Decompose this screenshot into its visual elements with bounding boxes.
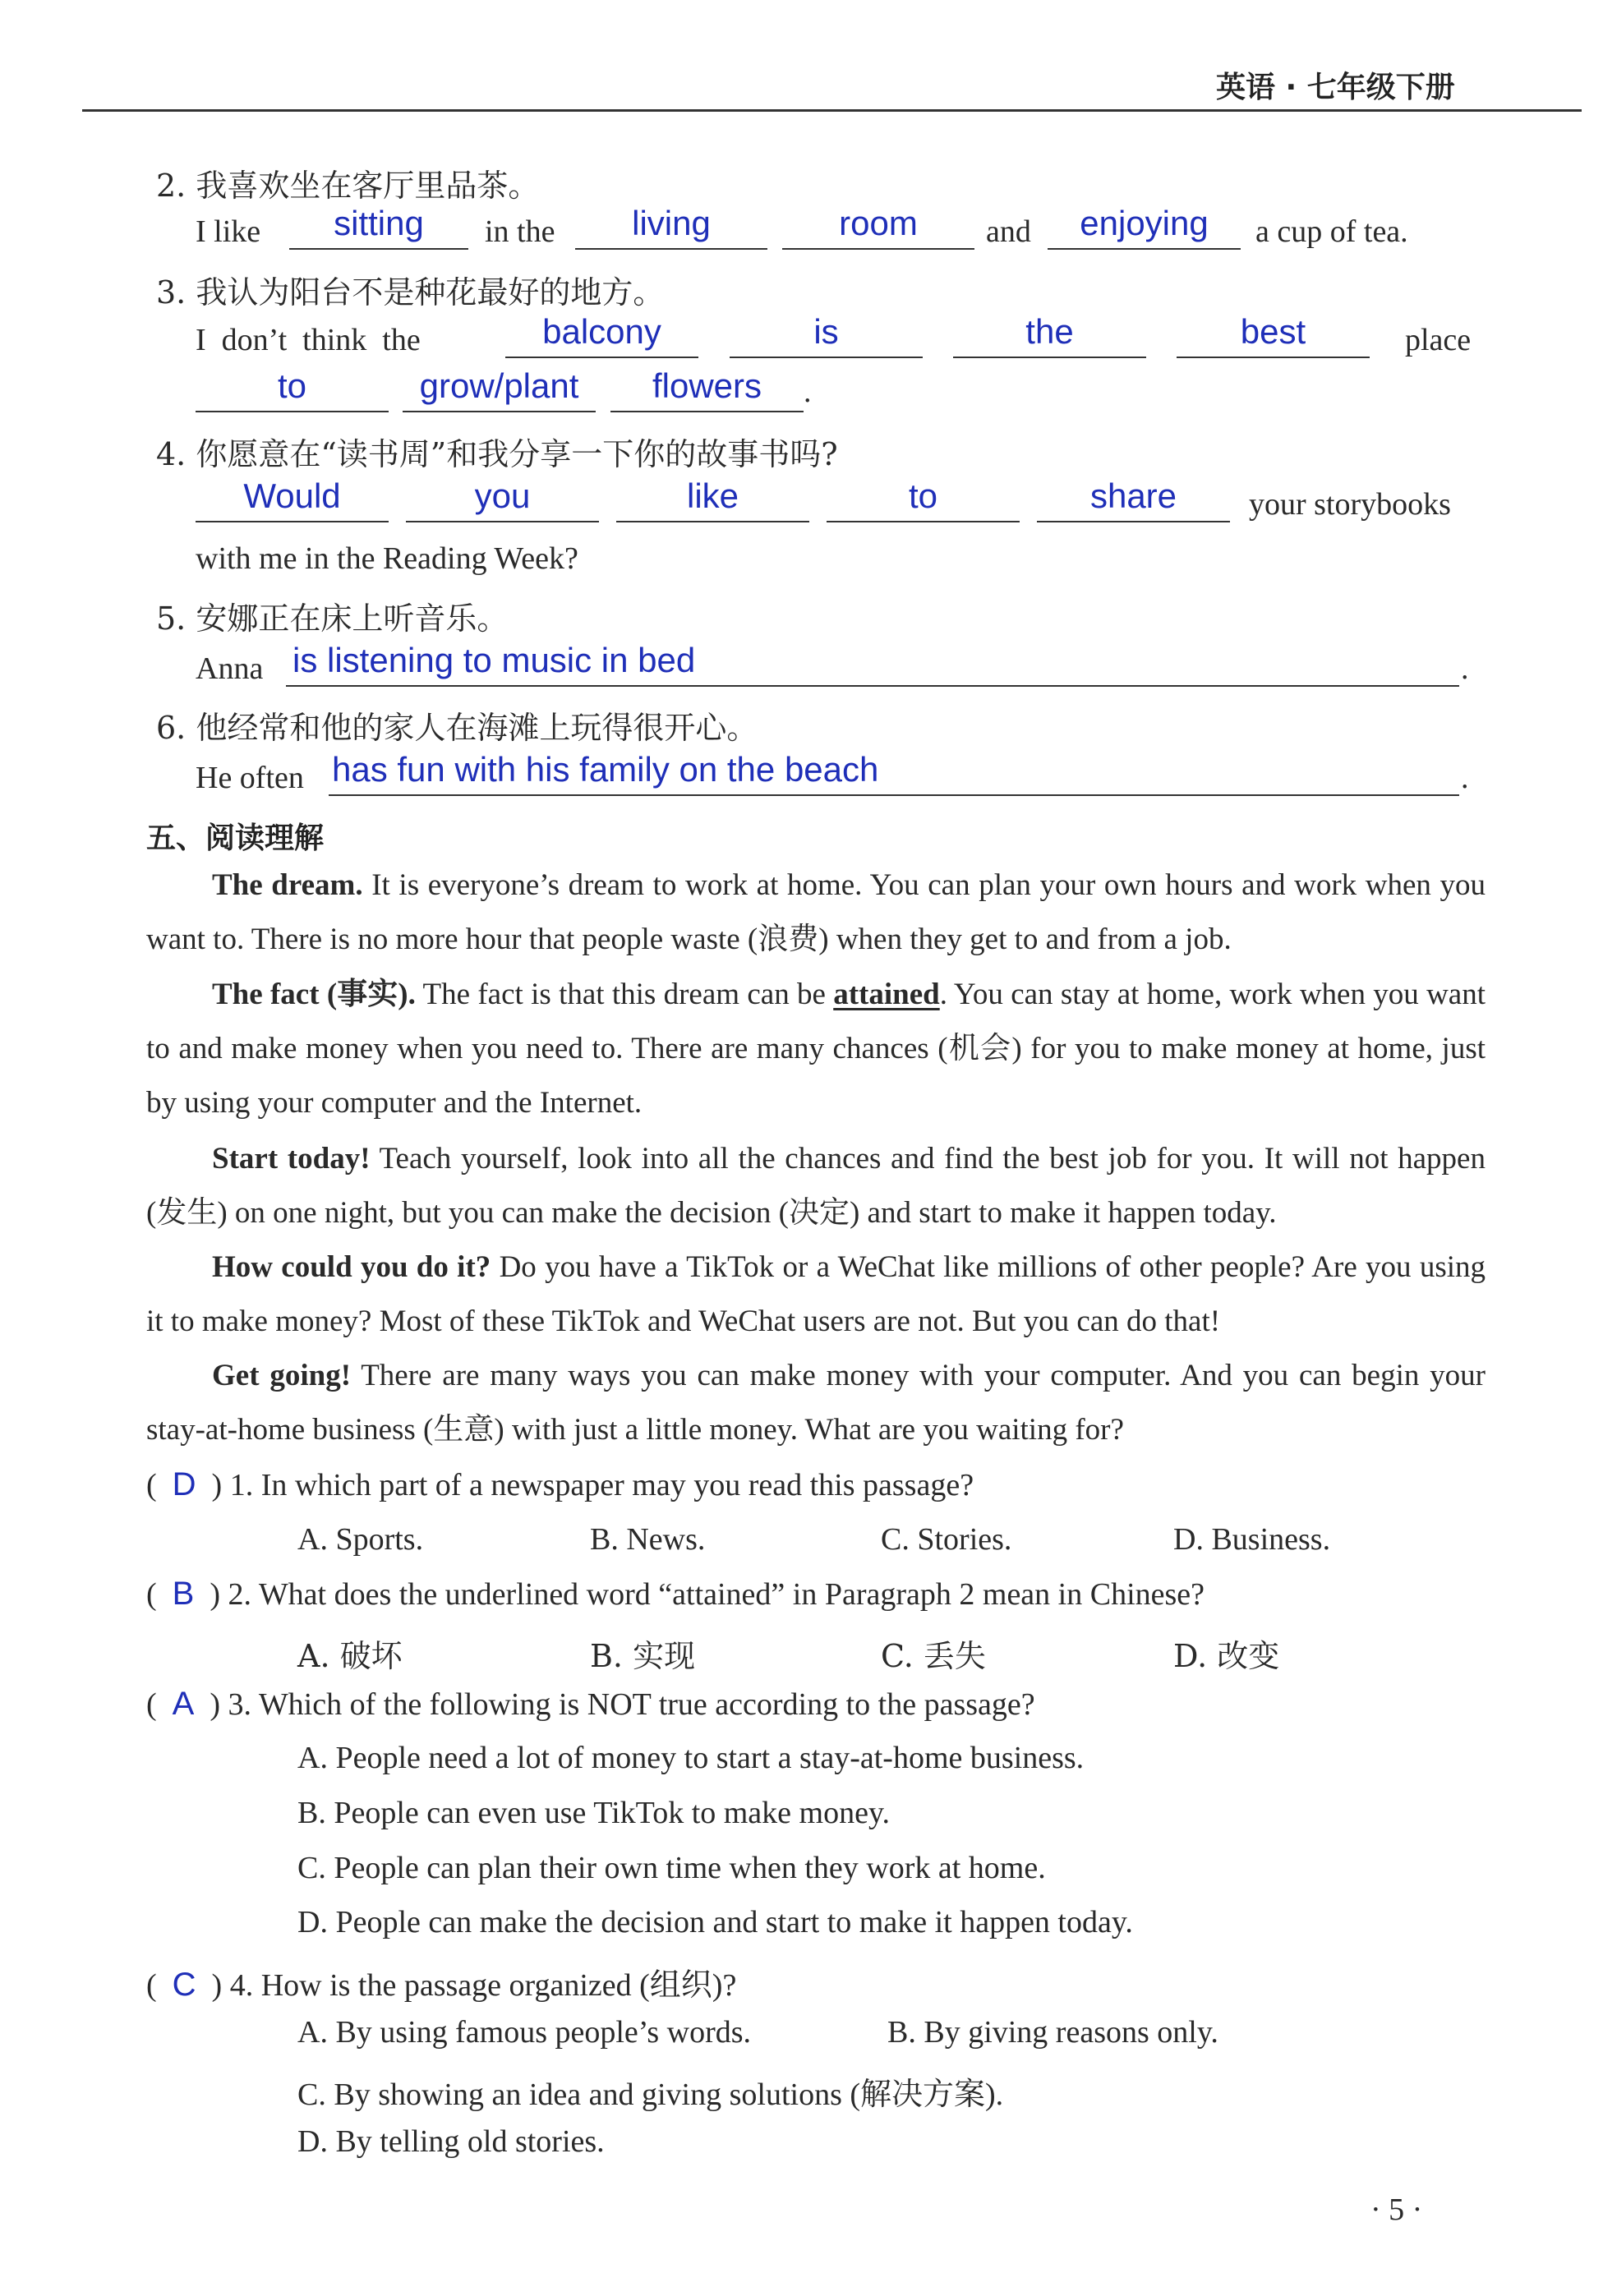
mc-question-2: ( B ) 2. What does the underlined word “attained” in Paragraph 2 mean in Chinese? [146, 1576, 1205, 1612]
q3-blank-1[interactable]: balcony [505, 314, 698, 358]
mc-question-4: ( C ) 4. How is the passage organized (组织)? [146, 1967, 737, 2003]
q3-prefix: I don’t think the [196, 323, 421, 357]
question-2-chinese: 2. 我喜欢坐在客厅里品茶。 [156, 168, 540, 204]
q3-end: . [804, 375, 812, 409]
paragraph-5: Get going! There are many ways you can make money with your computer. And you can begin your stay-at-home business (生意) with just a little money. What are you waiting for? [146, 1359, 1486, 1447]
mc-q3-option-b: B. People can even use TikTok to make money. [297, 1796, 890, 1830]
mc-q2-option-c: C. 丢失 [881, 1638, 986, 1674]
paragraph-3: Start today! Teach yourself, look into all the chances and find the best job for you. It will not happen (发生) on one night, but you can make the decision (决定) and start to make it happen today. [146, 1142, 1486, 1230]
q3-blank-5[interactable]: to [196, 368, 389, 412]
q4-blank-5[interactable]: share [1037, 478, 1230, 522]
mc-q4-option-b: B. By giving reasons only. [887, 2015, 1218, 2050]
q2-blank-1[interactable]: sitting [289, 205, 468, 250]
mc-q1-option-b: B. News. [590, 1522, 706, 1557]
q2-text-1: in the [485, 214, 555, 249]
mc-question-1: ( D ) 1. In which part of a newspaper may you read this passage? [146, 1466, 974, 1502]
q2-prefix: I like [196, 214, 261, 249]
mc-q1-option-d: D. Business. [1173, 1522, 1331, 1557]
q4-blank-1[interactable]: Would [196, 478, 389, 522]
q3-suffix: place [1405, 323, 1472, 357]
q6-prefix: He often [196, 761, 304, 795]
q4-blank-3[interactable]: like [616, 478, 809, 522]
mc-q3-option-a: A. People need a lot of money to start a stay-at-home business. [297, 1741, 1085, 1775]
mc-q2-option-b: B. 实现 [590, 1638, 696, 1674]
q4-blank-4[interactable]: to [827, 478, 1020, 522]
paragraph-1: The dream. It is everyone’s dream to work at home. You can plan your own hours and work when you want to. There is no more hour that people waste (浪费) when they get to and from a job. [146, 868, 1486, 956]
mc-q4-option-a: A. By using famous people’s words. [297, 2015, 752, 2050]
q2-text-2: and [986, 214, 1031, 249]
mc-question-3: ( A ) 3. Which of the following is NOT true according to the passage? [146, 1686, 1035, 1722]
page-number: · 5 · [1370, 2192, 1423, 2227]
section-5-title: 五、阅读理解 [146, 821, 325, 855]
mc-q1-option-a: A. Sports. [297, 1522, 424, 1557]
q6-end: . [1461, 761, 1469, 795]
q3-blank-3[interactable]: the [953, 314, 1146, 358]
mc-q4-option-d: D. By telling old stories. [297, 2124, 605, 2159]
q6-blank[interactable]: has fun with his family on the beach [329, 752, 1459, 796]
q3-blank-4[interactable]: best [1177, 314, 1370, 358]
mc-q1-option-c: C. Stories. [881, 1522, 1012, 1557]
q2-blank-2[interactable]: living [575, 205, 767, 250]
mc-q4-option-c: C. By showing an idea and giving solutions (解决方案). [297, 2077, 1004, 2112]
page-header-title: 英语 · 七年级下册 [1216, 71, 1455, 104]
q5-end: . [1461, 651, 1469, 686]
q3-blank-2[interactable]: is [730, 314, 923, 358]
q3-blank-6[interactable]: grow/plant [403, 368, 596, 412]
mc-answer-1[interactable]: D [172, 1466, 196, 1502]
q4-blank-2[interactable]: you [406, 478, 599, 522]
mc-q3-option-c: C. People can plan their own time when they work at home. [297, 1851, 1046, 1885]
question-6-chinese: 6. 他经常和他的家人在海滩上玩得很开心。 [156, 710, 758, 746]
mc-answer-3[interactable]: A [172, 1686, 195, 1722]
q4-suffix: your storybooks [1249, 487, 1451, 522]
mc-q3-option-d: D. People can make the decision and start to make it happen today. [297, 1905, 1133, 1939]
q5-prefix: Anna [196, 651, 264, 686]
q4-line2: with me in the Reading Week? [196, 541, 578, 576]
paragraph-4: How could you do it? Do you have a TikTok or a WeChat like millions of other people? Are you using it to make money? Most of these TikTok and WeChat users are not. But you can do that! [146, 1250, 1486, 1338]
q3-blank-7[interactable]: flowers [610, 368, 804, 412]
question-3-chinese: 3. 我认为阳台不是种花最好的地方。 [156, 274, 665, 311]
question-5-chinese: 5. 安娜正在床上听音乐。 [156, 600, 509, 637]
q2-text-3: a cup of tea. [1255, 214, 1408, 249]
mc-answer-4[interactable]: C [172, 1967, 196, 2003]
paragraph-2: The fact (事实). The fact is that this dream can be attained. You can stay at home, work when you want to and make money when you need to. There are many chances (机会) for you to make money at home, just by using your computer and the Internet. [146, 978, 1486, 1120]
q2-blank-3[interactable]: room [782, 205, 974, 250]
mc-q2-option-d: D. 改变 [1173, 1638, 1280, 1674]
mc-answer-2[interactable]: B [172, 1576, 195, 1612]
q5-blank[interactable]: is listening to music in bed [286, 642, 1459, 687]
question-4-chinese: 4. 你愿意在“读书周”和我分享一下你的故事书吗? [156, 436, 838, 472]
q2-blank-4[interactable]: enjoying [1048, 205, 1241, 250]
header-rule [82, 109, 1582, 112]
mc-q2-option-a: A. 破坏 [297, 1638, 403, 1674]
underlined-word: attained [833, 978, 940, 1011]
